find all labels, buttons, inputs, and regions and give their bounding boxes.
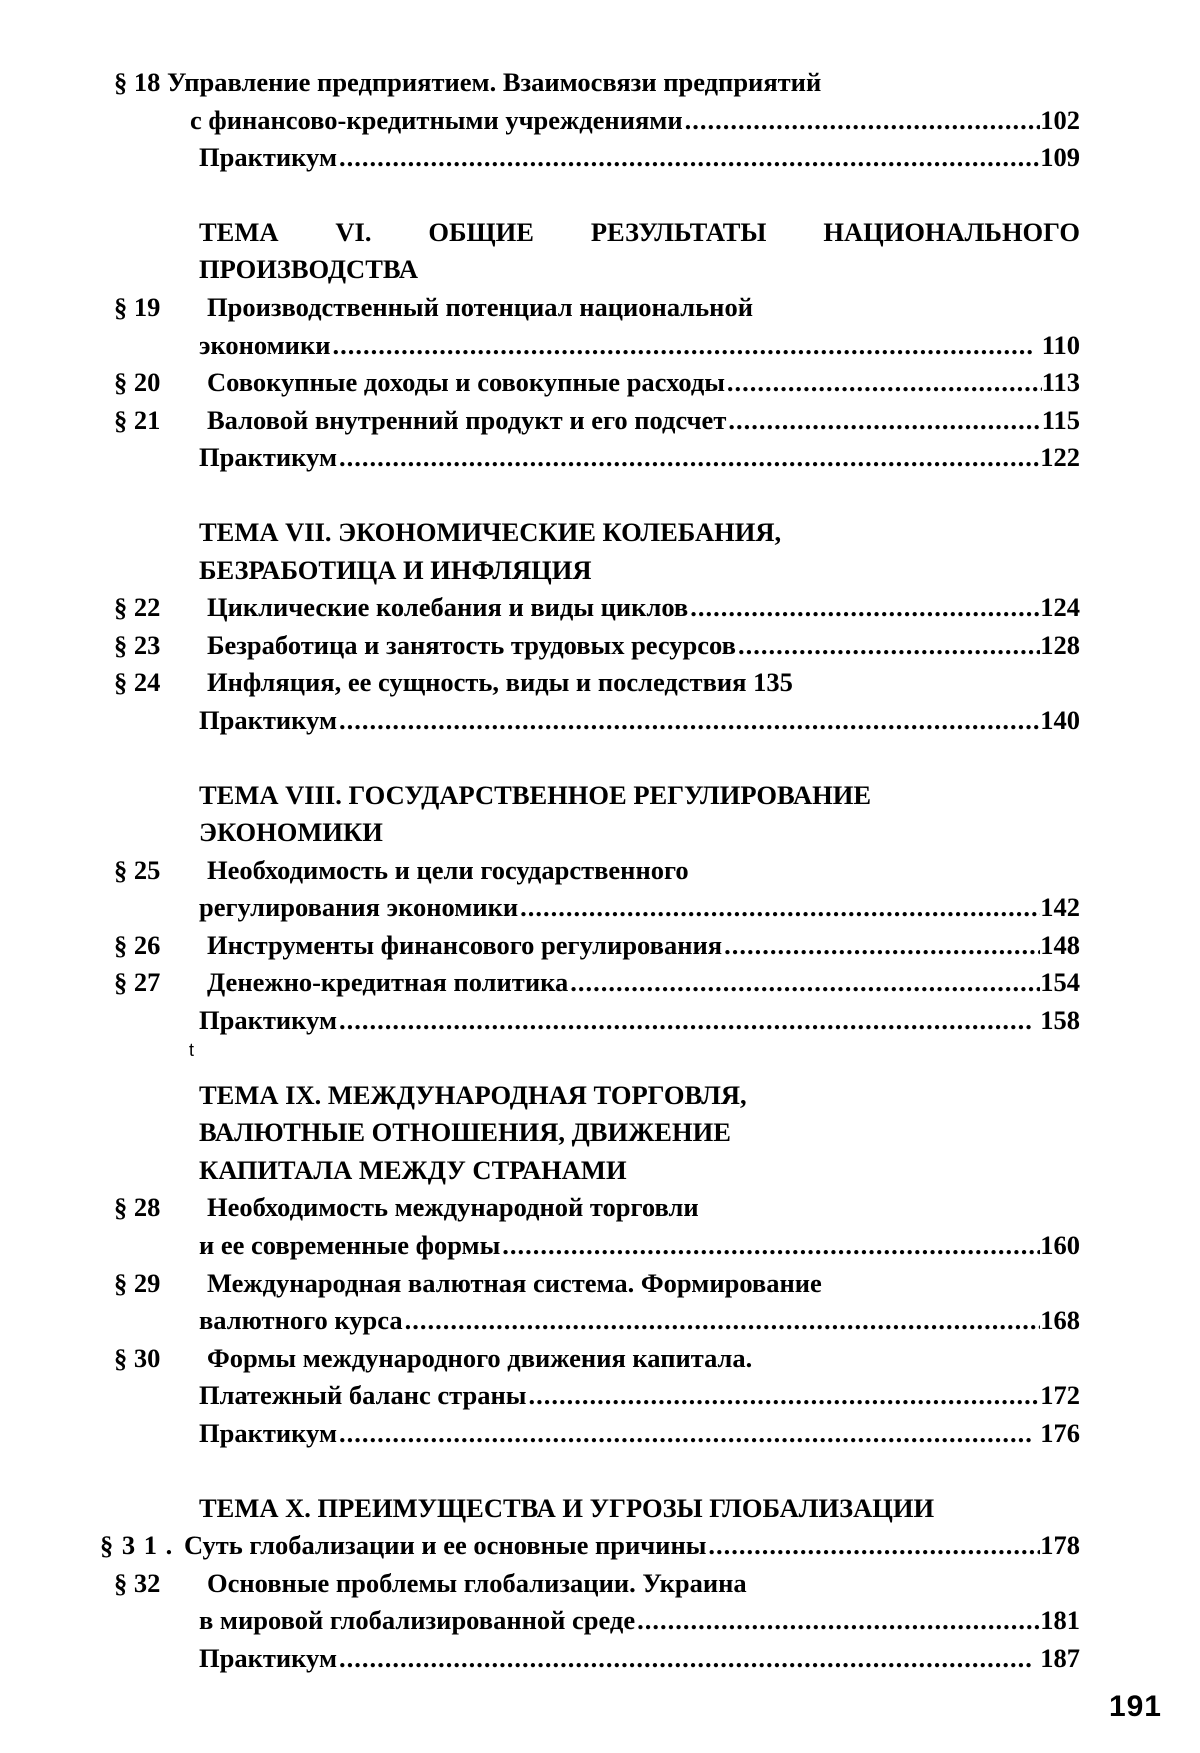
entry-title: Необходимость международной торговли bbox=[207, 1192, 699, 1223]
toc-entry-18 bbox=[100, 64, 1080, 102]
entry-title: и ее современные формы bbox=[199, 1230, 501, 1261]
topic-heading-8-cont bbox=[100, 814, 1080, 852]
topic-title: ЭКОНОМИКИ bbox=[199, 817, 383, 848]
toc-entry-31 bbox=[100, 1527, 1080, 1565]
page-ref: 128 bbox=[1040, 629, 1080, 660]
dot-leader bbox=[500, 1227, 1040, 1265]
section-number: § 28 bbox=[114, 1192, 161, 1223]
toc-entry-28-cont bbox=[100, 1227, 1080, 1265]
section-number: § 25 bbox=[114, 854, 161, 885]
section-number: § 19 bbox=[114, 291, 161, 322]
dot-leader bbox=[518, 889, 1040, 927]
toc-entry-18-cont bbox=[100, 102, 1080, 140]
toc-entry-29 bbox=[100, 1265, 1080, 1303]
toc-entry-32-cont bbox=[100, 1602, 1080, 1640]
entry-title: Инфляция, ее сущность, виды и последствия 135 bbox=[207, 667, 793, 698]
page-ref: 124 bbox=[1040, 592, 1080, 623]
topic-title: БЕЗРАБОТИЦА И ИНФЛЯЦИЯ bbox=[199, 554, 592, 585]
dot-leader bbox=[726, 402, 1041, 440]
toc-entry-21 bbox=[100, 402, 1080, 440]
topic-word: ОБЩИЕ bbox=[428, 216, 534, 247]
toc-practicum bbox=[100, 1002, 1080, 1040]
topic-heading-7-cont bbox=[100, 552, 1080, 590]
entry-title: Циклические колебания и виды циклов bbox=[207, 592, 689, 623]
dot-leader bbox=[706, 1527, 1040, 1565]
section-number: § 20 bbox=[114, 367, 161, 398]
section-number: § 26 bbox=[114, 929, 161, 960]
dot-leader bbox=[688, 589, 1040, 627]
topic-title: КАПИТАЛА МЕЖДУ СТРАНАМИ bbox=[199, 1154, 627, 1185]
entry-title: Необходимость и цели государственного bbox=[207, 854, 689, 885]
topic-heading-6 bbox=[100, 214, 1080, 252]
dot-leader bbox=[736, 627, 1040, 665]
page-ref: 187 bbox=[1040, 1642, 1080, 1673]
toc-entry-30 bbox=[100, 1340, 1080, 1378]
page-ref: 172 bbox=[1040, 1380, 1080, 1411]
entry-title: Основные проблемы глобализации. Украина bbox=[207, 1567, 747, 1598]
section-number: § 27 bbox=[114, 967, 161, 998]
topic-title: ТЕМА VIII. ГОСУДАРСТВЕННОЕ РЕГУЛИРОВАНИЕ bbox=[199, 779, 872, 810]
topic-heading-8 bbox=[100, 777, 1080, 815]
dot-leader bbox=[337, 1640, 1032, 1678]
toc-practicum bbox=[100, 439, 1080, 477]
section-number: § 23 bbox=[114, 629, 161, 660]
entry-title: валютного курса bbox=[199, 1305, 403, 1336]
dot-leader bbox=[337, 1415, 1032, 1453]
entry-title: Безработица и занятость трудовых ресурсов bbox=[207, 629, 736, 660]
dot-leader bbox=[722, 927, 1040, 965]
dot-leader bbox=[337, 439, 1040, 477]
section-number: § 32 bbox=[114, 1567, 161, 1598]
dot-leader bbox=[526, 1377, 1040, 1415]
dot-leader bbox=[337, 139, 1040, 177]
toc-entry-19 bbox=[100, 289, 1080, 327]
entry-title: в мировой глобализированной среде bbox=[199, 1605, 636, 1636]
topic-heading-10 bbox=[100, 1490, 1080, 1528]
toc-entry-24 bbox=[100, 664, 1080, 702]
section-number: § 22 bbox=[114, 592, 161, 623]
dot-leader bbox=[568, 964, 1040, 1002]
page-ref: 142 bbox=[1040, 892, 1080, 923]
page-number: 191 bbox=[1108, 1690, 1162, 1723]
dot-leader bbox=[337, 702, 1040, 740]
entry-title: с финансово-кредитными учреждениями bbox=[190, 104, 683, 135]
dot-leader bbox=[331, 327, 1034, 365]
page-ref: 110 bbox=[1041, 329, 1080, 360]
topic-title: ТЕМА VII. ЭКОНОМИЧЕСКИЕ КОЛЕБАНИЯ, bbox=[199, 516, 782, 547]
dot-leader bbox=[403, 1302, 1041, 1340]
practicum-label: Практикум bbox=[199, 1418, 337, 1448]
page-ref: 176 bbox=[1040, 1418, 1080, 1448]
page-ref: 140 bbox=[1040, 704, 1080, 735]
practicum-label: Практикум bbox=[199, 704, 337, 735]
entry-title: Валовой внутренний продукт и его подсчет bbox=[207, 404, 727, 435]
practicum-label: Практикум bbox=[199, 1005, 337, 1036]
page-ref: 109 bbox=[1040, 142, 1080, 173]
practicum-label: Практикум bbox=[199, 1642, 337, 1673]
topic-word: ТЕМА bbox=[199, 216, 279, 247]
entry-title: Международная валютная система. Формирование bbox=[207, 1267, 822, 1298]
page-ref: 148 bbox=[1040, 929, 1080, 960]
section-number: § 24 bbox=[114, 667, 161, 698]
section-number: § 29 bbox=[114, 1267, 161, 1298]
entry-title: Суть глобализации и ее основные причины bbox=[184, 1530, 707, 1561]
topic-heading-9-cont bbox=[100, 1114, 1080, 1152]
page-ref: 154 bbox=[1040, 967, 1080, 998]
entry-title: Производственный потенциал национальной bbox=[207, 291, 753, 322]
topic-title: ТЕМА X. ПРЕИМУЩЕСТВА И УГРОЗЫ ГЛОБАЛИЗАЦИИ bbox=[199, 1492, 935, 1523]
toc-entry-25-cont bbox=[100, 889, 1080, 927]
toc-practicum bbox=[100, 139, 1080, 177]
section-number: § 3 1 . bbox=[100, 1530, 174, 1561]
page-ref: 160 bbox=[1040, 1230, 1080, 1261]
toc-entry-22 bbox=[100, 589, 1080, 627]
topic-word: РЕЗУЛЬТАТЫ bbox=[590, 216, 767, 247]
page-ref: 178 bbox=[1040, 1530, 1080, 1561]
practicum-label: Практикум bbox=[199, 142, 337, 173]
toc-entry-23 bbox=[100, 627, 1080, 665]
toc-entry-29-cont bbox=[100, 1302, 1080, 1340]
toc-entry-19-cont bbox=[100, 327, 1080, 365]
toc-practicum bbox=[100, 1415, 1080, 1453]
toc-entry-30-cont bbox=[100, 1377, 1080, 1415]
topic-heading-9-cont bbox=[100, 1152, 1080, 1190]
topic-title: ПРОИЗВОДСТВА bbox=[199, 254, 419, 285]
entry-title: регулирования экономики bbox=[199, 892, 519, 923]
dot-leader bbox=[725, 364, 1042, 402]
table-of-contents bbox=[100, 64, 1080, 1678]
page-ref: 113 bbox=[1041, 367, 1080, 398]
entry-title: Денежно-кредитная политика bbox=[207, 967, 569, 998]
page-ref: 115 bbox=[1041, 404, 1080, 435]
toc-entry-20 bbox=[100, 364, 1080, 402]
entry-title: Инструменты финансового регулирования bbox=[207, 929, 723, 960]
page-ref: 168 bbox=[1040, 1305, 1080, 1336]
topic-word: VI. bbox=[335, 216, 372, 247]
dot-leader bbox=[337, 1002, 1032, 1040]
toc-entry-28 bbox=[100, 1189, 1080, 1227]
dot-leader bbox=[635, 1602, 1040, 1640]
practicum-label: Практикум bbox=[199, 442, 337, 473]
dot-leader bbox=[683, 102, 1041, 140]
entry-title: Формы международного движения капитала. bbox=[207, 1342, 753, 1373]
toc-entry-26 bbox=[100, 927, 1080, 965]
topic-heading-7 bbox=[100, 514, 1080, 552]
stray-mark: t bbox=[189, 1040, 195, 1060]
toc-entry-32 bbox=[100, 1565, 1080, 1603]
page-ref: 122 bbox=[1040, 442, 1080, 473]
entry-title: Платежный баланс страны bbox=[199, 1380, 527, 1411]
entry-title: § 18 Управление предприятием. Взаимосвязи предприятий bbox=[114, 67, 822, 97]
topic-heading-6-cont bbox=[100, 251, 1080, 289]
topic-heading-9 bbox=[100, 1077, 1080, 1115]
section-number: § 21 bbox=[114, 404, 161, 435]
toc-entry-27 bbox=[100, 964, 1080, 1002]
topic-word: НАЦИОНАЛЬНОГО bbox=[823, 216, 1080, 247]
toc-entry-25 bbox=[100, 852, 1080, 890]
entry-title: Совокупные доходы и совокупные расходы bbox=[207, 367, 725, 398]
page-ref: 102 bbox=[1040, 104, 1080, 135]
toc-practicum bbox=[100, 1640, 1080, 1678]
topic-title: ВАЛЮТНЫЕ ОТНОШЕНИЯ, ДВИЖЕНИЕ bbox=[199, 1117, 731, 1148]
entry-title: экономики bbox=[199, 329, 331, 360]
page-ref: 158 bbox=[1040, 1005, 1080, 1036]
section-number: § 30 bbox=[114, 1342, 161, 1373]
page-ref: 181 bbox=[1040, 1605, 1080, 1636]
topic-title: ТЕМА IX. МЕЖДУНАРОДНАЯ ТОРГОВЛЯ, bbox=[199, 1079, 747, 1110]
toc-practicum bbox=[100, 702, 1080, 740]
